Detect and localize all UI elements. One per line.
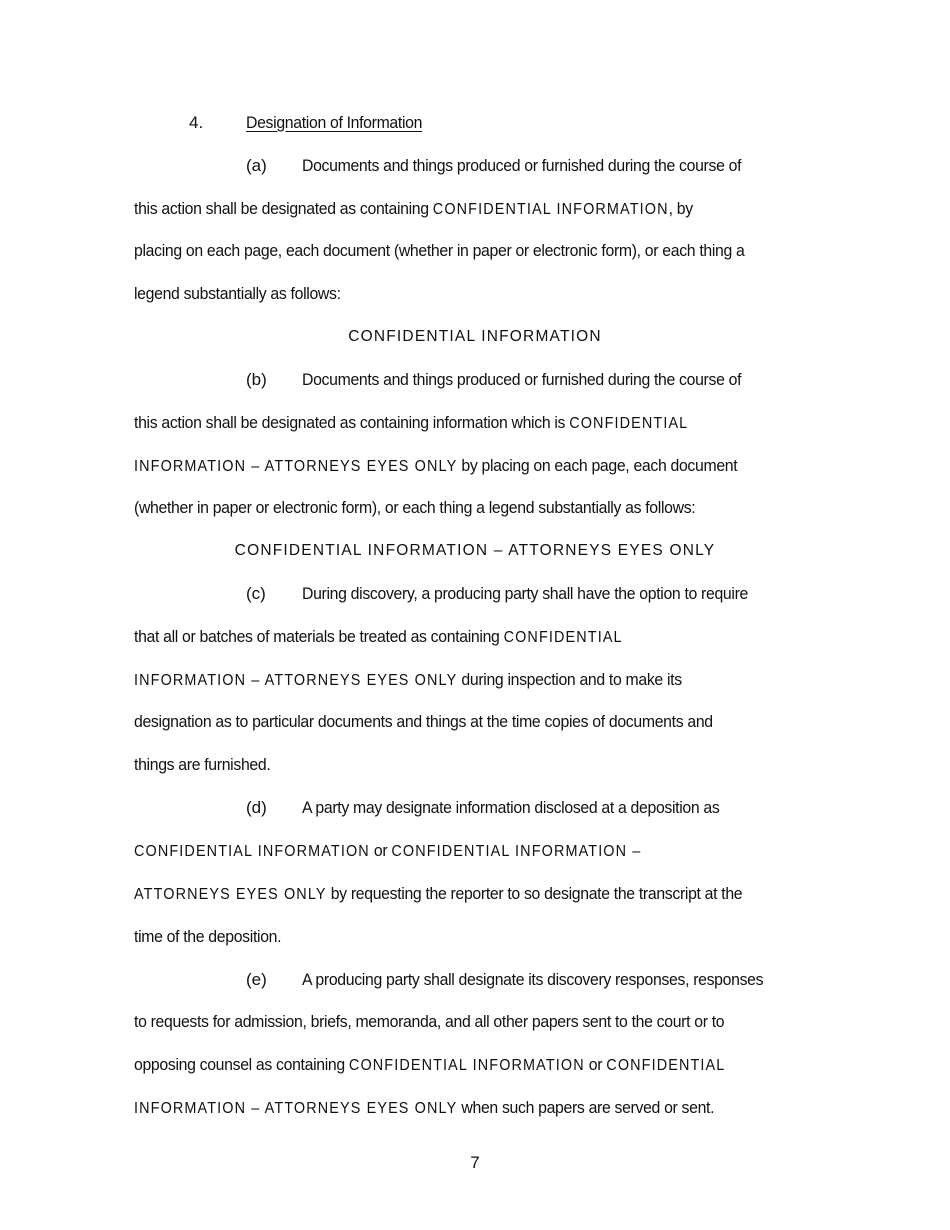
para-b-label: (b) — [246, 370, 267, 389]
para-c-line-1: During discovery, a producing party shall have the option to require — [302, 584, 748, 603]
para-a-line-4: legend substantially as follows: — [134, 284, 341, 303]
para-d-line-3: ATTORNEYS EYES ONLY by requesting the reporter to so designate the transcript at the — [134, 884, 743, 903]
para-c-line-2: that all or batches of materials be treated as containing CONFIDENTIAL — [134, 627, 623, 646]
para-c-line-4: designation as to particular documents and things at the time copies of documents and — [134, 712, 713, 731]
para-e-line-3: opposing counsel as containing CONFIDENTIAL INFORMATION or CONFIDENTIAL — [134, 1055, 726, 1074]
para-c-line-3: INFORMATION – ATTORNEYS EYES ONLY during inspection and to make its — [134, 670, 682, 689]
para-a-legend: CONFIDENTIAL INFORMATION — [348, 328, 602, 345]
para-a-line-1: Documents and things produced or furnished during the course of — [302, 156, 742, 175]
para-a-label: (a) — [246, 156, 267, 175]
page-number: 7 — [470, 1153, 480, 1172]
para-c-label: (c) — [246, 584, 266, 603]
para-d-line-4: time of the deposition. — [134, 927, 282, 946]
section-number: 4. — [189, 113, 204, 132]
para-b-line-2: this action shall be designated as containing information which is CONFIDENTIAL — [134, 413, 689, 432]
para-d-line-1: A party may designate information disclosed at a deposition as — [302, 798, 720, 817]
para-e-line-2: to requests for admission, briefs, memoranda, and all other papers sent to the court or to — [134, 1012, 725, 1031]
section-heading: Designation of Information — [246, 113, 423, 132]
para-d-line-2: CONFIDENTIAL INFORMATION or CONFIDENTIAL INFORMATION – — [134, 841, 642, 860]
para-a-line-2: this action shall be designated as containing CONFIDENTIAL INFORMATION, by — [134, 199, 693, 218]
para-b-legend: CONFIDENTIAL INFORMATION – ATTORNEYS EYES ONLY — [234, 542, 716, 559]
para-d-label: (d) — [246, 798, 267, 817]
para-e-line-4: INFORMATION – ATTORNEYS EYES ONLY when such papers are served or sent. — [134, 1098, 715, 1117]
para-e-line-1: A producing party shall designate its discovery responses, responses — [302, 970, 764, 989]
para-c-line-5: things are furnished. — [134, 755, 271, 774]
para-b-line-3: INFORMATION – ATTORNEYS EYES ONLY by placing on each page, each document — [134, 456, 738, 475]
para-a-line-3: placing on each page, each document (whether in paper or electronic form), or each thing a — [134, 241, 745, 260]
para-e-label: (e) — [246, 970, 267, 989]
para-b-line-1: Documents and things produced or furnished during the course of — [302, 370, 742, 389]
para-b-line-4: (whether in paper or electronic form), or each thing a legend substantially as follows: — [134, 498, 696, 517]
